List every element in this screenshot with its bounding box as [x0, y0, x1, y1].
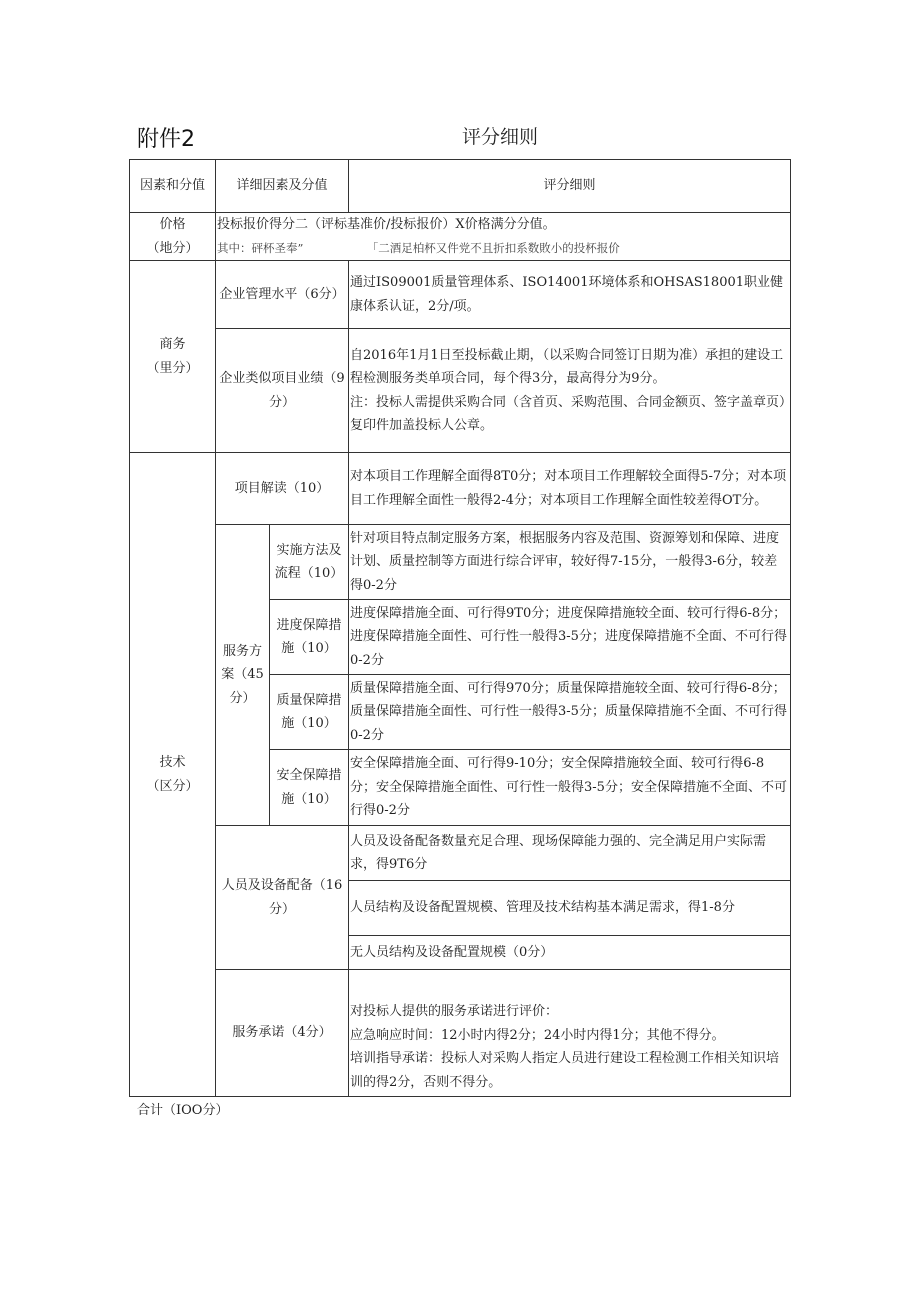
- personnel-rule-1: 人员及设备配备数量充足合理、现场保障能力强的、完全满足用户实际需求，得9T6分: [349, 826, 791, 881]
- commitment-rule-training: 培训指导承诺：投标人对采购人指定人员进行建设工程检测工作相关知识培训的得2分，否则不得分。: [350, 1051, 780, 1090]
- business-perf-rule-main: 自2016年1月1日至投标截止期，（以采购合同签订日期为准）承担的建设工程检测服务类单项合同，每个得3分，最高得分为9分。: [350, 347, 784, 386]
- tech-row-interpretation: [130, 453, 791, 525]
- header-factor: 因素和分值: [130, 160, 216, 213]
- header-rule: 评分细则: [349, 160, 791, 213]
- service-plan-sub-1: 实施方法及流程（10）: [270, 525, 349, 600]
- price-row: [130, 213, 791, 261]
- business-perf-rule-note: 注：投标人需提供采购合同（含首页、采购范围、合同金额页、签字盖章页）复印件加盖投标人公章。: [350, 394, 786, 433]
- price-rule-main: 投标报价得分二（评标基准价/投标报价）X价格满分分值。: [217, 217, 556, 232]
- service-plan-sub-4: 安全保障措施（10）: [270, 750, 349, 826]
- annex-label: 附件2: [137, 127, 195, 152]
- price-rule: [216, 213, 791, 261]
- tech-factor-name: 技术: [159, 755, 186, 770]
- commitment-rule-response: 应急响应时间：12小时内得2分；24小时内得1分；其他不得分。: [350, 1027, 725, 1043]
- business-perf-rule: [349, 329, 791, 453]
- service-plan-rule-2: 进度保障措施全面、可行得9T0分；进度保障措施较全面、较可行得6-8分；进度保障措施全面性、可行性一般得3-5分；进度保障措施不全面、不可行得0-2分: [349, 600, 791, 675]
- price-factor-name: 价格: [159, 217, 186, 232]
- price-factor: [130, 213, 216, 261]
- business-row-1: [130, 261, 791, 329]
- document-title: 评分细则: [462, 126, 539, 148]
- business-factor-score: （里分）: [146, 360, 199, 376]
- personnel-detail: 人员及设备配备（16分）: [216, 826, 349, 970]
- tech-factor: [130, 453, 216, 1097]
- service-plan-rule-4: 安全保障措施全面、可行得9-10分；安全保障措施较全面、较可行得6-8分；安全保障措施全面性、可行性一般得3-5分；安全保障措施不全面、不可行得0-2分: [349, 750, 791, 826]
- price-factor-score: （地分）: [146, 240, 199, 256]
- business-mgmt-rule: 通过IS09001质量管理体系、ISO14001环境体系和OHSAS18001职业健康体系认证，2分/项。: [349, 261, 791, 329]
- price-rule-note-right: 「二酒足柏杯又件党不且折扣系数敗小的投杯报价: [366, 240, 620, 255]
- tech-interpretation-rule: 对本项目工作理解全面得8T0分；对本项目工作理解较全面得5-7分；对本项目工作理解全面性一般得2-4分；对本项目工作理解全面性较差得OT分。: [349, 453, 791, 525]
- service-plan-rule-3: 质量保障措施全面、可行得970分；质量保障措施较全面、较可行得6-8分；质量保障措施全面性、可行性一般得3-5分；质量保障措施不全面、不可行得0-2分: [349, 675, 791, 750]
- service-plan-sub-2: 进度保障措施（10）: [270, 600, 349, 675]
- service-plan-sub-3: 质量保障措施（10）: [270, 675, 349, 750]
- service-plan-rule-1: 针对项目特点制定服务方案，根据服务内容及范围、资源筹划和保障、进度计划、质量控制等方面进行综合评审，较好得7-15分，一般得3-6分，较差得0-2分: [349, 525, 791, 600]
- header-detail: 详细因素及分值: [216, 160, 349, 213]
- price-rule-note: [217, 237, 789, 261]
- commitment-rule: [349, 970, 791, 1097]
- commitment-rule-intro: 对投标人提供的服务承诺进行评价：: [350, 1004, 559, 1019]
- service-plan-row-1: [130, 525, 791, 600]
- personnel-row-1: [130, 826, 791, 881]
- personnel-rule-3: 无人员结构及设备配置规模（0分）: [349, 936, 791, 970]
- business-factor: [130, 261, 216, 453]
- business-factor-name: 商务: [159, 337, 186, 352]
- business-row-2: [130, 329, 791, 453]
- tech-interpretation-detail: 项目解读（10）: [216, 453, 349, 525]
- scoring-table: [129, 159, 791, 1097]
- commitment-row: [130, 970, 791, 1097]
- business-perf-detail: 企业类似项目业绩（9分）: [216, 329, 349, 453]
- price-rule-note-left: 其中：砰杯圣奉”: [217, 240, 304, 255]
- personnel-rule-2: 人员结构及设备配置规模、管理及技术结构基本满足需求，得1-8分: [349, 881, 791, 936]
- service-plan-label: 服务方案（45分）: [216, 525, 270, 826]
- table-header-row: [130, 160, 791, 213]
- commitment-detail: 服务承诺（4分）: [216, 970, 349, 1097]
- total-score: 合计（IOO分）: [137, 1103, 229, 1118]
- business-mgmt-detail: 企业管理水平（6分）: [216, 261, 349, 329]
- tech-factor-score: （区分）: [146, 778, 199, 794]
